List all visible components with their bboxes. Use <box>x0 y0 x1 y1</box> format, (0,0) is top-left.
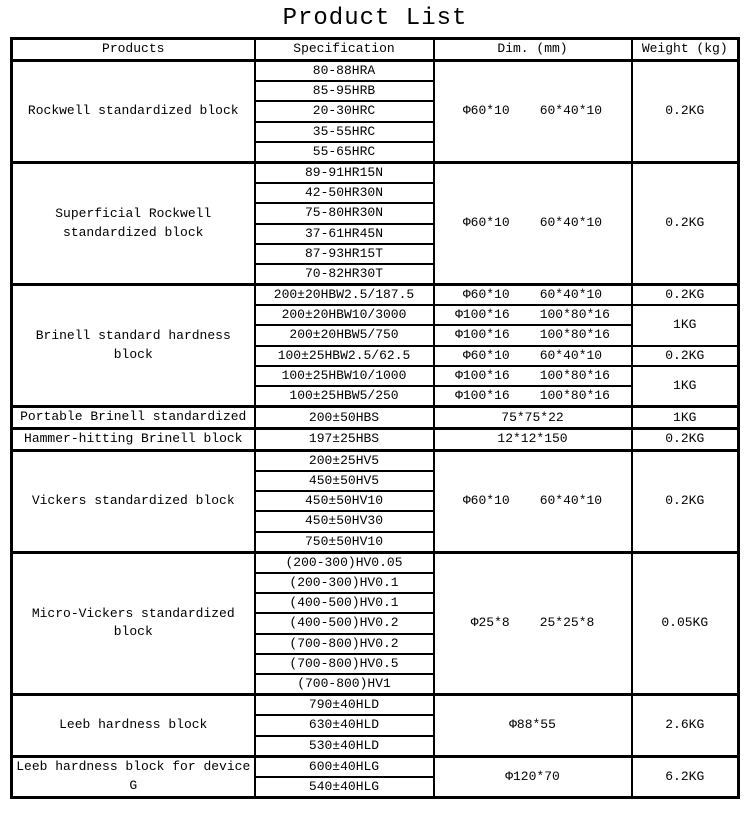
weight-cell: 0.05KG <box>632 552 739 694</box>
dim-cell <box>434 285 632 306</box>
page-title: Product List <box>282 5 468 32</box>
spec-cell: 200±25HV5 <box>255 450 434 471</box>
dim-value: 100*80*16 <box>539 388 610 403</box>
spec-cell: 750±50HV10 <box>255 532 434 553</box>
spec-cell: 200±20HBW2.5/187.5 <box>255 285 434 306</box>
weight-cell: 6.2KG <box>632 756 739 797</box>
dim-value: Φ100*16 <box>455 327 510 343</box>
dim-value: Φ100*16 <box>455 367 510 383</box>
dim-value: 100*80*16 <box>539 307 610 323</box>
spec-cell: (200-300)HV0.05 <box>255 552 434 573</box>
dim-cell <box>434 552 632 694</box>
spec-cell: 200±20HBW10/3000 <box>255 305 434 325</box>
table-row <box>12 61 739 82</box>
spec-cell: (400-500)HV0.1 <box>255 593 434 613</box>
table-row <box>12 552 739 573</box>
product-cell: Rockwell standardized block <box>12 61 255 163</box>
spec-cell: 70-82HR30T <box>255 264 434 285</box>
dim-value: Φ25*8 <box>470 615 510 631</box>
weight-cell: 0.2KG <box>632 346 739 366</box>
dim-value: 75*75*22 <box>501 409 564 425</box>
table-row <box>12 285 739 306</box>
spec-cell: 200±20HBW5/750 <box>255 325 434 345</box>
product-cell: Portable Brinell standardized <box>12 407 255 429</box>
spec-cell: 450±50HV10 <box>255 491 434 511</box>
dim-cell <box>434 325 632 345</box>
header-row <box>12 39 739 61</box>
dim-value: Φ60*10 <box>462 347 510 363</box>
dim-value: Φ60*10 <box>462 103 510 119</box>
product-cell: Leeb hardness block for device G <box>12 756 255 797</box>
table-row <box>12 756 739 777</box>
spec-cell: 37-61HR45N <box>255 224 434 244</box>
dim-cell <box>434 756 632 797</box>
dim-cell <box>434 162 632 284</box>
spec-cell: 35-55HRC <box>255 122 434 142</box>
spec-cell: 100±25HBW5/250 <box>255 386 434 407</box>
product-cell: Superficial Rockwell standardized block <box>12 162 255 284</box>
dim-cell <box>434 695 632 757</box>
weight-cell: 0.2KG <box>632 450 739 552</box>
weight-cell: 0.2KG <box>632 61 739 163</box>
dim-value: 12*12*150 <box>497 431 568 447</box>
dim-value: 60*40*10 <box>539 493 603 509</box>
dim-value: 25*25*8 <box>539 615 595 631</box>
spec-cell: 630±40HLD <box>255 715 434 735</box>
table-row <box>12 162 739 183</box>
weight-cell: 0.2KG <box>632 162 739 284</box>
spec-cell: 55-65HRC <box>255 142 434 163</box>
product-cell: Hammer-hitting Brinell block <box>12 429 255 451</box>
table-row <box>12 407 739 429</box>
dim-cell <box>434 386 632 407</box>
dim-cell <box>434 407 632 429</box>
spec-cell: 75-80HR30N <box>255 203 434 223</box>
spec-cell: 450±50HV5 <box>255 471 434 491</box>
dim-value: 60*40*10 <box>539 287 603 303</box>
dim-cell <box>434 346 632 366</box>
table-row <box>12 429 739 451</box>
spec-cell: 200±50HBS <box>255 407 434 429</box>
product-cell: Brinell standard hardness block <box>12 285 255 407</box>
spec-cell: 100±25HBW2.5/62.5 <box>255 346 434 366</box>
column-header-weight: Weight (kg) <box>632 39 739 61</box>
spec-cell: 450±50HV30 <box>255 511 434 531</box>
table-row <box>12 450 739 471</box>
weight-cell: 1KG <box>632 366 739 407</box>
weight-cell: 2.6KG <box>632 695 739 757</box>
weight-cell: 0.2KG <box>632 285 739 306</box>
weight-cell: 1KG <box>632 407 739 429</box>
column-header-products: Products <box>12 39 255 61</box>
spec-cell: 85-95HRB <box>255 81 434 101</box>
spec-cell: 89-91HR15N <box>255 162 434 183</box>
spec-cell: 42-50HR30N <box>255 183 434 203</box>
spec-cell: 80-88HRA <box>255 61 434 82</box>
dim-cell <box>434 305 632 325</box>
dim-value: Φ100*16 <box>455 388 510 403</box>
spec-cell: 540±40HLG <box>255 777 434 798</box>
weight-cell: 0.2KG <box>632 429 739 451</box>
dim-value: Φ60*10 <box>462 493 510 509</box>
dim-cell <box>434 61 632 163</box>
dim-value: 60*40*10 <box>539 103 603 119</box>
spec-cell: 600±40HLG <box>255 756 434 777</box>
product-cell: Micro-Vickers standardized block <box>12 552 255 694</box>
spec-cell: (700-800)HV1 <box>255 674 434 695</box>
product-table <box>10 37 740 799</box>
spec-cell: 100±25HBW10/1000 <box>255 366 434 386</box>
product-cell: Leeb hardness block <box>12 695 255 757</box>
spec-cell: 790±40HLD <box>255 695 434 716</box>
dim-value: 100*80*16 <box>539 367 610 383</box>
column-header-dim: Dim. (mm) <box>434 39 632 61</box>
dim-cell <box>434 429 632 451</box>
product-cell: Vickers standardized block <box>12 450 255 552</box>
spec-cell: 530±40HLD <box>255 736 434 757</box>
dim-value: 100*80*16 <box>539 327 610 343</box>
dim-value: 60*40*10 <box>539 347 603 363</box>
spec-cell: 197±25HBS <box>255 429 434 451</box>
weight-cell: 1KG <box>632 305 739 345</box>
dim-value: Φ100*16 <box>455 307 510 323</box>
spec-cell: (700-800)HV0.2 <box>255 634 434 654</box>
dim-value: 60*40*10 <box>539 215 603 231</box>
spec-cell: (700-800)HV0.5 <box>255 654 434 674</box>
dim-cell <box>434 450 632 552</box>
spec-cell: (200-300)HV0.1 <box>255 573 434 593</box>
spec-cell: (400-500)HV0.2 <box>255 613 434 633</box>
column-header-specification: Specification <box>255 39 434 61</box>
dim-value: Φ60*10 <box>462 287 510 303</box>
spec-cell: 20-30HRC <box>255 101 434 121</box>
dim-value: Φ60*10 <box>462 215 510 231</box>
table-row <box>12 695 739 716</box>
dim-value: Φ120*70 <box>505 768 560 784</box>
dim-cell <box>434 366 632 386</box>
dim-value: Φ88*55 <box>509 717 556 733</box>
spec-cell: 87-93HR15T <box>255 244 434 264</box>
